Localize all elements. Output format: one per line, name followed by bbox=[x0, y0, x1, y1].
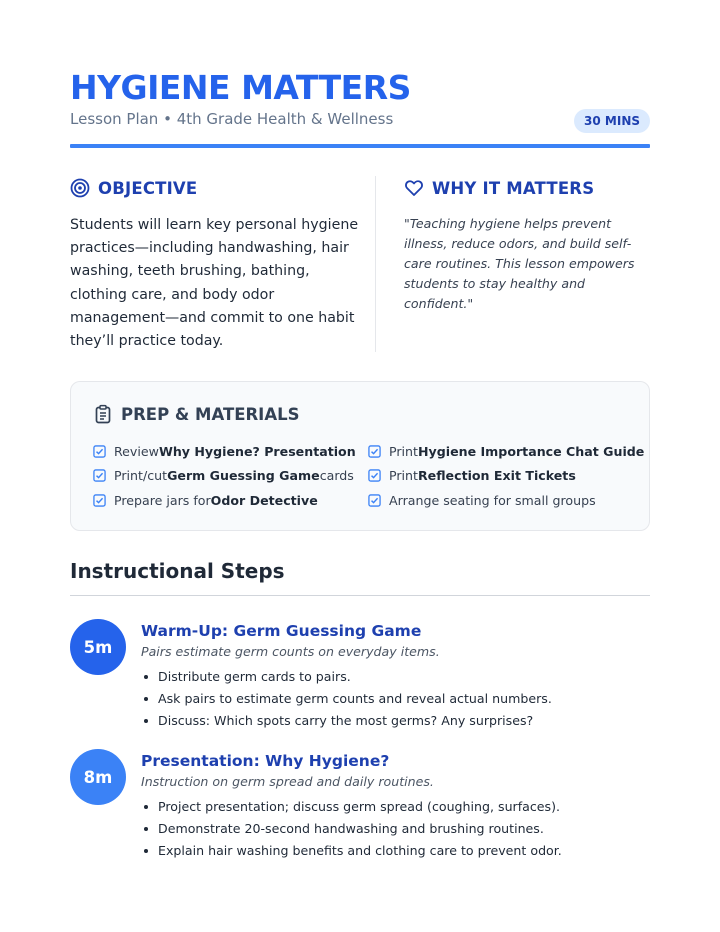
duration-badge: 30 MINS bbox=[574, 109, 650, 133]
prep-item-bold: Hygiene Importance Chat Guide bbox=[417, 444, 645, 459]
steps-heading: Instructional Steps bbox=[70, 559, 285, 583]
column-divider bbox=[375, 176, 376, 352]
prep-materials-card bbox=[70, 381, 650, 531]
step-bullet-list bbox=[141, 666, 641, 732]
objective-text: Students will learn key personal hygiene practices—including handwashing, hair washing, teeth brushing, bathing, clothing care, and body odor management—and commit to one habit they’ll practice today. bbox=[70, 217, 359, 350]
step-body bbox=[141, 621, 641, 732]
checkbox-checked-icon bbox=[368, 469, 381, 482]
step-bullet: Ask pairs to estimate germ counts and reveal actual numbers. bbox=[141, 688, 641, 710]
prep-item bbox=[368, 444, 644, 459]
objective-heading bbox=[70, 178, 197, 198]
step-time-circle: 8m bbox=[70, 749, 126, 805]
prep-heading bbox=[93, 404, 300, 424]
step-bullet: Demonstrate 20-second handwashing and brushing routines. bbox=[141, 818, 641, 840]
prep-item-text: Review bbox=[114, 444, 159, 459]
step-bullet: Project presentation; discuss germ spread (coughing, surfaces). bbox=[141, 796, 641, 818]
step-time-circle: 5m bbox=[70, 619, 126, 675]
why-quote: "Teaching hygiene helps prevent illness, reduce odors, and build self-care routines. This lesson empowers students to stay healthy and confident." bbox=[404, 216, 635, 311]
checkbox-checked-icon bbox=[93, 445, 106, 458]
objective-heading-label: OBJECTIVE bbox=[98, 178, 198, 198]
prep-item-bold: Reflection Exit Tickets bbox=[417, 468, 576, 483]
target-icon bbox=[70, 178, 90, 198]
why-heading bbox=[404, 178, 594, 198]
prep-item bbox=[93, 468, 354, 483]
step-title: Warm-Up: Germ Guessing Game bbox=[141, 622, 422, 640]
prep-item bbox=[368, 493, 596, 508]
step-bullet: Distribute germ cards to pairs. bbox=[141, 666, 641, 688]
why-heading-label: WHY IT MATTERS bbox=[432, 178, 595, 198]
checkbox-checked-icon bbox=[93, 494, 106, 507]
checkbox-checked-icon bbox=[368, 494, 381, 507]
prep-item-text: Print bbox=[389, 444, 418, 459]
prep-item bbox=[368, 468, 576, 483]
prep-item-text: Prepare jars for bbox=[114, 493, 211, 508]
clipboard-icon bbox=[93, 404, 113, 424]
heart-icon bbox=[404, 178, 424, 198]
prep-item-text: Arrange seating for small groups bbox=[389, 493, 596, 508]
step-title: Presentation: Why Hygiene? bbox=[141, 752, 390, 770]
step-bullet: Discuss: Which spots carry the most germs? Any surprises? bbox=[141, 710, 641, 732]
step-subtitle: Pairs estimate germ counts on everyday items. bbox=[141, 644, 440, 659]
header-divider bbox=[70, 144, 650, 148]
steps-divider bbox=[70, 595, 650, 596]
checkbox-checked-icon bbox=[368, 445, 381, 458]
step-subtitle: Instruction on germ spread and daily routines. bbox=[141, 774, 434, 789]
step-bullet-list bbox=[141, 796, 641, 862]
lesson-header bbox=[70, 68, 650, 129]
prep-item-text-after: cards bbox=[319, 468, 354, 483]
prep-item-text: Print bbox=[389, 468, 418, 483]
prep-item-bold: Why Hygiene? Presentation bbox=[158, 444, 356, 459]
checkbox-checked-icon bbox=[93, 469, 106, 482]
page-title: HYGIENE MATTERS bbox=[70, 68, 411, 107]
page-subtitle: Lesson Plan • 4th Grade Health & Wellness bbox=[70, 110, 394, 128]
prep-heading-label: PREP & MATERIALS bbox=[121, 404, 300, 424]
step-bullet: Explain hair washing benefits and clothing care to prevent odor. bbox=[141, 840, 641, 862]
prep-item-bold: Germ Guessing Game bbox=[167, 468, 320, 483]
prep-item-bold: Odor Detective bbox=[210, 493, 318, 508]
prep-item bbox=[93, 444, 356, 459]
prep-item bbox=[93, 493, 318, 508]
prep-item-text: Print/cut bbox=[114, 468, 168, 483]
step-body bbox=[141, 751, 641, 862]
